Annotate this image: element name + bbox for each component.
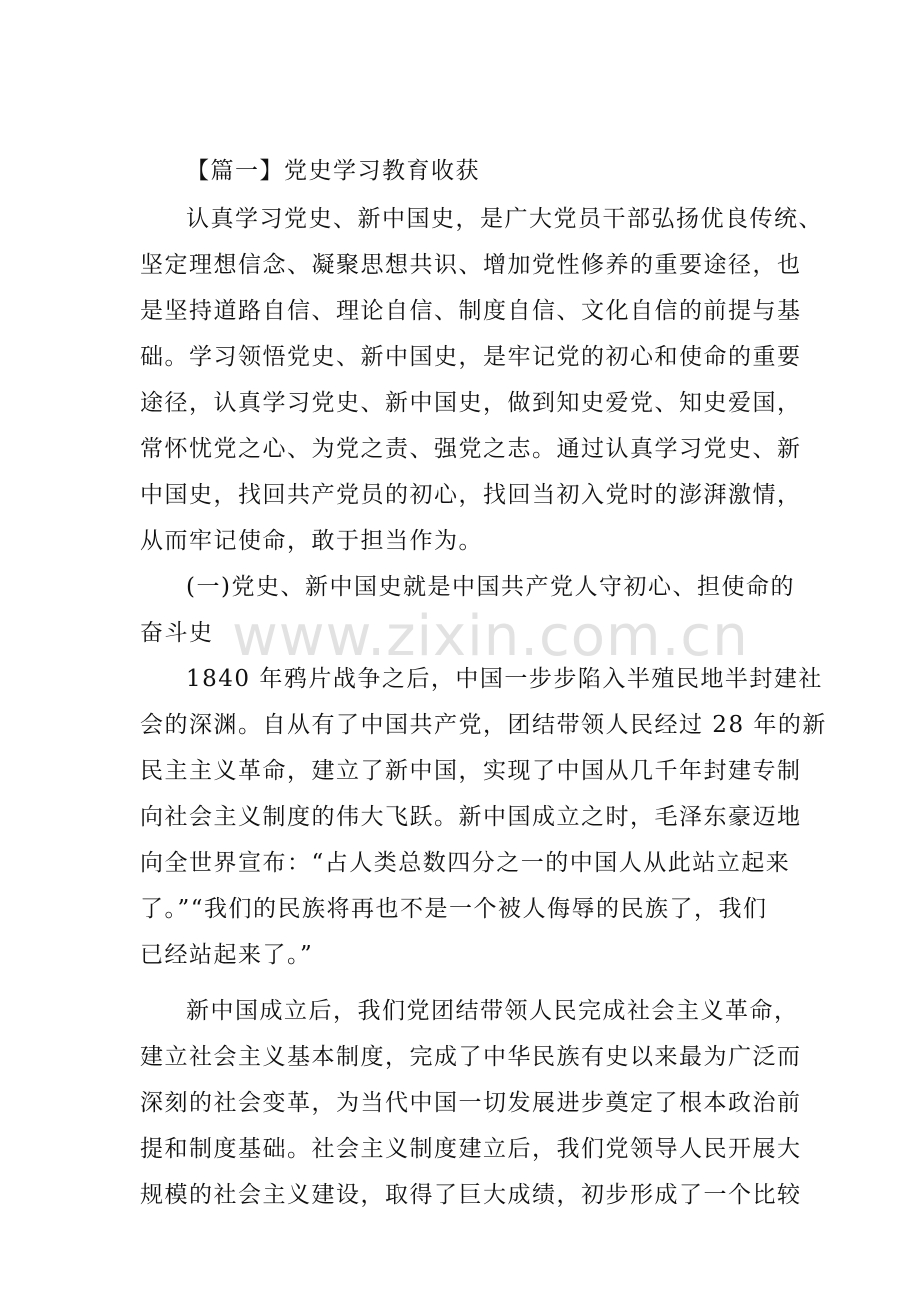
paragraph-line: 向社会主义制度的伟大飞跃。新中国成立之时，毛泽东豪迈地 [140,804,802,830]
paragraph-line: 从而牢记使命，敢于担当作为。 [140,528,483,554]
document-heading: 【篇一】党史学习教育收获 [186,158,480,184]
paragraph-line: 了。”“我们的民族将再也不是一个被人侮辱的民族了，我们 [140,896,768,922]
paragraph-line: 提和制度基础。社会主义制度建立后，我们党领导人民开展大 [140,1136,802,1162]
paragraph-line: 新中国成立后，我们党团结带领人民完成社会主义革命， [186,998,799,1024]
section-title-line: (一)党史、新中国史就是中国共产党人守初心、担使命的 [186,574,795,600]
paragraph-line: 坚定理想信念、凝聚思想共识、增加党性修养的重要途径，也 [140,252,802,278]
paragraph-line: 中国史，找回共产党员的初心，找回当初入党时的澎湃激情， [140,482,802,508]
paragraph-line: 已经站起来了。” [140,942,314,968]
paragraph-line: 是坚持道路自信、理论自信、制度自信、文化自信的前提与基 [140,298,802,324]
paragraph-line: 向全世界宣布：“占人类总数四分之一的中国人从此站立起来 [140,850,791,876]
paragraph-line: 础。学习领悟党史、新中国史，是牢记党的初心和使命的重要 [140,344,802,370]
paragraph-line: 会的深渊。自从有了中国共产党，团结带领人民经过 28 年的新 [140,712,827,738]
paragraph-line: 建立社会主义基本制度，完成了中华民族有史以来最为广泛而 [140,1044,802,1070]
paragraph-line: 常怀忧党之心、为党之责、强党之志。通过认真学习党史、新 [140,436,802,462]
watermark-text: www.zixin.com.cn [232,604,749,669]
paragraph-line: 规模的社会主义建设，取得了巨大成绩，初步形成了一个比较 [140,1182,802,1208]
paragraph-line: 深刻的社会变革，为当代中国一切发展进步奠定了根本政治前 [140,1090,802,1116]
paragraph-line: 认真学习党史、新中国史，是广大党员干部弘扬优良传统、 [186,206,823,232]
paragraph-line: 民主主义革命，建立了新中国，实现了中国从几千年封建专制 [140,758,802,784]
paragraph-line: 1840 年鸦片战争之后，中国一步步陷入半殖民地半封建社 [186,666,823,692]
section-title-line: 奋斗史 [140,620,214,646]
paragraph-line: 途径，认真学习党史、新中国史，做到知史爱党、知史爱国， [140,390,802,416]
